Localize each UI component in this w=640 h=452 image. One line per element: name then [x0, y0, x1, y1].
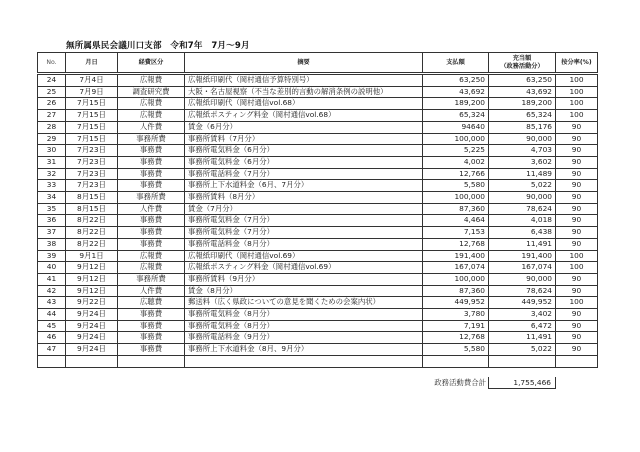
table-row	[38, 215, 598, 227]
cell-no: 47	[38, 344, 66, 356]
cell-no: 26	[38, 98, 66, 110]
cell-paid: 191,400	[423, 250, 489, 262]
cell-paid: 87,360	[423, 203, 489, 215]
cell-date: 9月12日	[66, 262, 118, 274]
cell-allocated: 63,250	[489, 74, 556, 87]
cell-date: 9月24日	[66, 344, 118, 356]
cell-paid: 5,580	[423, 180, 489, 192]
cell-category: 事務費	[118, 238, 185, 250]
cell-date: 7月15日	[66, 133, 118, 145]
cell-no: 42	[38, 285, 66, 297]
table-row	[38, 273, 598, 285]
cell-category: 事務費	[118, 156, 185, 168]
cell-allocated: 11,491	[489, 332, 556, 344]
cell-description: 事務所電気料金（7月分）	[185, 215, 423, 227]
cell-date: 8月22日	[66, 215, 118, 227]
cell-no: 29	[38, 133, 66, 145]
cell-no: 34	[38, 192, 66, 204]
cell-ratio: 90	[556, 203, 598, 215]
cell-no: 27	[38, 110, 66, 122]
table-row	[38, 156, 598, 168]
cell-paid: 65,324	[423, 110, 489, 122]
cell-ratio: 90	[556, 332, 598, 344]
cell-no: 44	[38, 309, 66, 321]
header-description: 摘要	[185, 53, 423, 74]
cell-ratio: 90	[556, 192, 598, 204]
cell-allocated: 6,438	[489, 227, 556, 239]
expense-table	[37, 52, 598, 368]
cell-allocated: 65,324	[489, 110, 556, 122]
cell-description: 事務所電気料金（8月分）	[185, 320, 423, 332]
cell-date: 7月4日	[66, 74, 118, 87]
cell-ratio: 100	[556, 98, 598, 110]
cell-date: 9月22日	[66, 297, 118, 309]
cell-category: 広報費	[118, 110, 185, 122]
cell-ratio: 90	[556, 273, 598, 285]
cell-allocated: 78,624	[489, 285, 556, 297]
cell-description: 事務所上下水道料金（6月、7月分）	[185, 180, 423, 192]
cell-description: 事務所上下水道料金（8月、9月分）	[185, 344, 423, 356]
cell-category: 事務費	[118, 332, 185, 344]
cell-allocated: 78,624	[489, 203, 556, 215]
cell-description: 賃金（6月分）	[185, 121, 423, 133]
cell-description: 事務所電気料金（6月分）	[185, 145, 423, 157]
table-row	[38, 332, 598, 344]
cell-paid: 100,000	[423, 192, 489, 204]
cell-ratio: 90	[556, 121, 598, 133]
table-row	[38, 192, 598, 204]
cell-category: 事務費	[118, 215, 185, 227]
cell-category: 事務所費	[118, 133, 185, 145]
cell-no: 37	[38, 227, 66, 239]
cell-paid: 43,692	[423, 86, 489, 98]
table-row	[38, 203, 598, 215]
table-row	[38, 227, 598, 239]
table-row	[38, 121, 598, 133]
cell-category	[118, 355, 185, 367]
cell-date: 8月15日	[66, 203, 118, 215]
cell-description: 事務所賃料（8月分）	[185, 192, 423, 204]
cell-ratio: 90	[556, 285, 598, 297]
cell-category: 事務費	[118, 168, 185, 180]
table-row	[38, 110, 598, 122]
cell-date: 7月23日	[66, 168, 118, 180]
cell-paid: 167,074	[423, 262, 489, 274]
cell-description: 広報紙ポスティング料金（岡村通信vol.69）	[185, 262, 423, 274]
cell-ratio: 90	[556, 168, 598, 180]
cell-paid: 12,766	[423, 168, 489, 180]
cell-no: 32	[38, 168, 66, 180]
cell-ratio: 90	[556, 215, 598, 227]
cell-ratio: 90	[556, 156, 598, 168]
cell-no: 39	[38, 250, 66, 262]
cell-description: 事務所電話料金（9月分）	[185, 332, 423, 344]
table-row	[38, 262, 598, 274]
cell-ratio: 90	[556, 145, 598, 157]
table-row	[38, 180, 598, 192]
cell-no: 40	[38, 262, 66, 274]
cell-description: 事務所電気料金（7月分）	[185, 227, 423, 239]
header-no: No.	[38, 53, 66, 74]
cell-date: 7月23日	[66, 145, 118, 157]
cell-date: 9月1日	[66, 250, 118, 262]
cell-paid: 12,768	[423, 332, 489, 344]
header-category: 経費区分	[118, 53, 185, 74]
cell-no: 35	[38, 203, 66, 215]
cell-description: 事務所賃料（9月分）	[185, 273, 423, 285]
cell-no: 28	[38, 121, 66, 133]
cell-paid: 5,225	[423, 145, 489, 157]
cell-paid: 5,580	[423, 344, 489, 356]
cell-paid: 100,000	[423, 273, 489, 285]
cell-allocated: 4,703	[489, 145, 556, 157]
cell-description: 賃金（8月分）	[185, 285, 423, 297]
cell-ratio: 100	[556, 110, 598, 122]
cell-ratio: 100	[556, 262, 598, 274]
cell-no: 46	[38, 332, 66, 344]
cell-paid: 12,768	[423, 238, 489, 250]
cell-ratio: 90	[556, 320, 598, 332]
cell-category: 事務費	[118, 344, 185, 356]
cell-paid: 63,250	[423, 74, 489, 87]
cell-no	[38, 355, 66, 367]
cell-date: 8月15日	[66, 192, 118, 204]
cell-category: 広報費	[118, 250, 185, 262]
cell-ratio: 100	[556, 74, 598, 87]
table-row	[38, 285, 598, 297]
cell-date: 7月23日	[66, 156, 118, 168]
cell-allocated: 449,952	[489, 297, 556, 309]
table-row	[38, 344, 598, 356]
cell-date: 9月12日	[66, 285, 118, 297]
cell-description	[185, 355, 423, 367]
cell-allocated: 85,176	[489, 121, 556, 133]
total-value: 1,755,466	[488, 377, 556, 389]
cell-date: 7月15日	[66, 98, 118, 110]
cell-allocated: 189,200	[489, 98, 556, 110]
table-row	[38, 309, 598, 321]
cell-paid: 449,952	[423, 297, 489, 309]
header-allocated-line1: 充当額	[512, 54, 532, 62]
cell-category: 人件費	[118, 285, 185, 297]
cell-allocated: 90,000	[489, 273, 556, 285]
cell-description: 郵送料（広く県政についての意見を聞くための会案内状）	[185, 297, 423, 309]
cell-date: 9月24日	[66, 309, 118, 321]
cell-ratio: 90	[556, 180, 598, 192]
table-row	[38, 238, 598, 250]
cell-date: 7月23日	[66, 180, 118, 192]
cell-no: 36	[38, 215, 66, 227]
cell-date: 8月22日	[66, 238, 118, 250]
cell-category: 事務費	[118, 180, 185, 192]
cell-allocated: 3,602	[489, 156, 556, 168]
table-row	[38, 168, 598, 180]
cell-allocated: 90,000	[489, 192, 556, 204]
cell-paid: 94640	[423, 121, 489, 133]
cell-no: 38	[38, 238, 66, 250]
cell-category: 事務所費	[118, 273, 185, 285]
cell-description: 賃金（7月分）	[185, 203, 423, 215]
cell-allocated: 90,000	[489, 133, 556, 145]
cell-ratio: 90	[556, 227, 598, 239]
cell-allocated: 4,018	[489, 215, 556, 227]
cell-description: 事務所電気料金（6月分）	[185, 156, 423, 168]
cell-ratio: 100	[556, 250, 598, 262]
table-row	[38, 98, 598, 110]
cell-category: 事務所費	[118, 192, 185, 204]
cell-date: 8月22日	[66, 227, 118, 239]
table-row	[38, 145, 598, 157]
cell-date: 7月9日	[66, 86, 118, 98]
cell-category: 事務費	[118, 227, 185, 239]
cell-paid: 100,000	[423, 133, 489, 145]
cell-date: 7月15日	[66, 121, 118, 133]
cell-no: 43	[38, 297, 66, 309]
total-label: 政務活動費合計	[434, 378, 486, 387]
table-row	[38, 74, 598, 87]
cell-category: 人件費	[118, 203, 185, 215]
cell-paid: 4,002	[423, 156, 489, 168]
header-paid: 支払額	[423, 53, 489, 74]
cell-allocated: 191,400	[489, 250, 556, 262]
cell-allocated: 5,022	[489, 180, 556, 192]
cell-allocated: 11,489	[489, 168, 556, 180]
header-ratio: 按分率(%)	[556, 53, 598, 74]
cell-category: 事務費	[118, 145, 185, 157]
cell-paid: 4,464	[423, 215, 489, 227]
cell-no: 33	[38, 180, 66, 192]
cell-category: 事務費	[118, 320, 185, 332]
cell-date	[66, 355, 118, 367]
cell-no: 30	[38, 145, 66, 157]
cell-description: 広報紙印刷代（岡村通信vol.68）	[185, 98, 423, 110]
cell-category: 広報費	[118, 262, 185, 274]
cell-ratio	[556, 355, 598, 367]
table-row	[38, 86, 598, 98]
cell-paid: 7,191	[423, 320, 489, 332]
table-header-row	[38, 53, 598, 74]
cell-description: 大阪・名古屋視察（不当な差別的言動の解消条例の説明他）	[185, 86, 423, 98]
cell-date: 9月24日	[66, 332, 118, 344]
cell-allocated: 167,074	[489, 262, 556, 274]
cell-description: 事務所電話料金（7月分）	[185, 168, 423, 180]
cell-ratio: 100	[556, 86, 598, 98]
cell-date: 9月12日	[66, 273, 118, 285]
header-date: 月日	[66, 53, 118, 74]
cell-category: 調査研究費	[118, 86, 185, 98]
cell-ratio: 90	[556, 133, 598, 145]
cell-paid	[423, 355, 489, 367]
cell-allocated: 3,402	[489, 309, 556, 321]
cell-paid: 7,153	[423, 227, 489, 239]
document-title: 無所属県民会議川口支部 令和7年 7月～9月	[66, 41, 250, 51]
table-row	[38, 355, 598, 367]
table-row	[38, 250, 598, 262]
cell-description: 事務所賃料（7月分）	[185, 133, 423, 145]
cell-allocated: 11,491	[489, 238, 556, 250]
cell-category: 広報費	[118, 74, 185, 87]
cell-description: 広報紙ポスティング料金（岡村通信vol.68）	[185, 110, 423, 122]
cell-no: 24	[38, 74, 66, 87]
header-allocated-line2: （政務活動分）	[500, 62, 544, 70]
table-row	[38, 297, 598, 309]
cell-description: 事務所電話料金（8月分）	[185, 238, 423, 250]
cell-category: 広報費	[118, 98, 185, 110]
cell-description: 事務所電気料金（8月分）	[185, 309, 423, 321]
cell-ratio: 90	[556, 238, 598, 250]
cell-allocated: 6,472	[489, 320, 556, 332]
cell-category: 広聴費	[118, 297, 185, 309]
cell-paid: 3,780	[423, 309, 489, 321]
cell-ratio: 100	[556, 297, 598, 309]
cell-allocated: 43,692	[489, 86, 556, 98]
cell-description: 広報紙印刷代（岡村通信予算特別号）	[185, 74, 423, 87]
cell-no: 45	[38, 320, 66, 332]
cell-no: 25	[38, 86, 66, 98]
cell-date: 9月24日	[66, 320, 118, 332]
cell-description: 広報紙印刷代（岡村通信vol.69）	[185, 250, 423, 262]
table-row	[38, 133, 598, 145]
cell-ratio: 90	[556, 344, 598, 356]
table-row	[38, 320, 598, 332]
cell-category: 事務費	[118, 309, 185, 321]
cell-paid: 87,360	[423, 285, 489, 297]
cell-paid: 189,200	[423, 98, 489, 110]
cell-category: 人件費	[118, 121, 185, 133]
cell-allocated: 5,022	[489, 344, 556, 356]
cell-no: 31	[38, 156, 66, 168]
header-allocated	[489, 53, 556, 74]
cell-allocated	[489, 355, 556, 367]
cell-ratio: 90	[556, 309, 598, 321]
cell-no: 41	[38, 273, 66, 285]
cell-date: 7月15日	[66, 110, 118, 122]
